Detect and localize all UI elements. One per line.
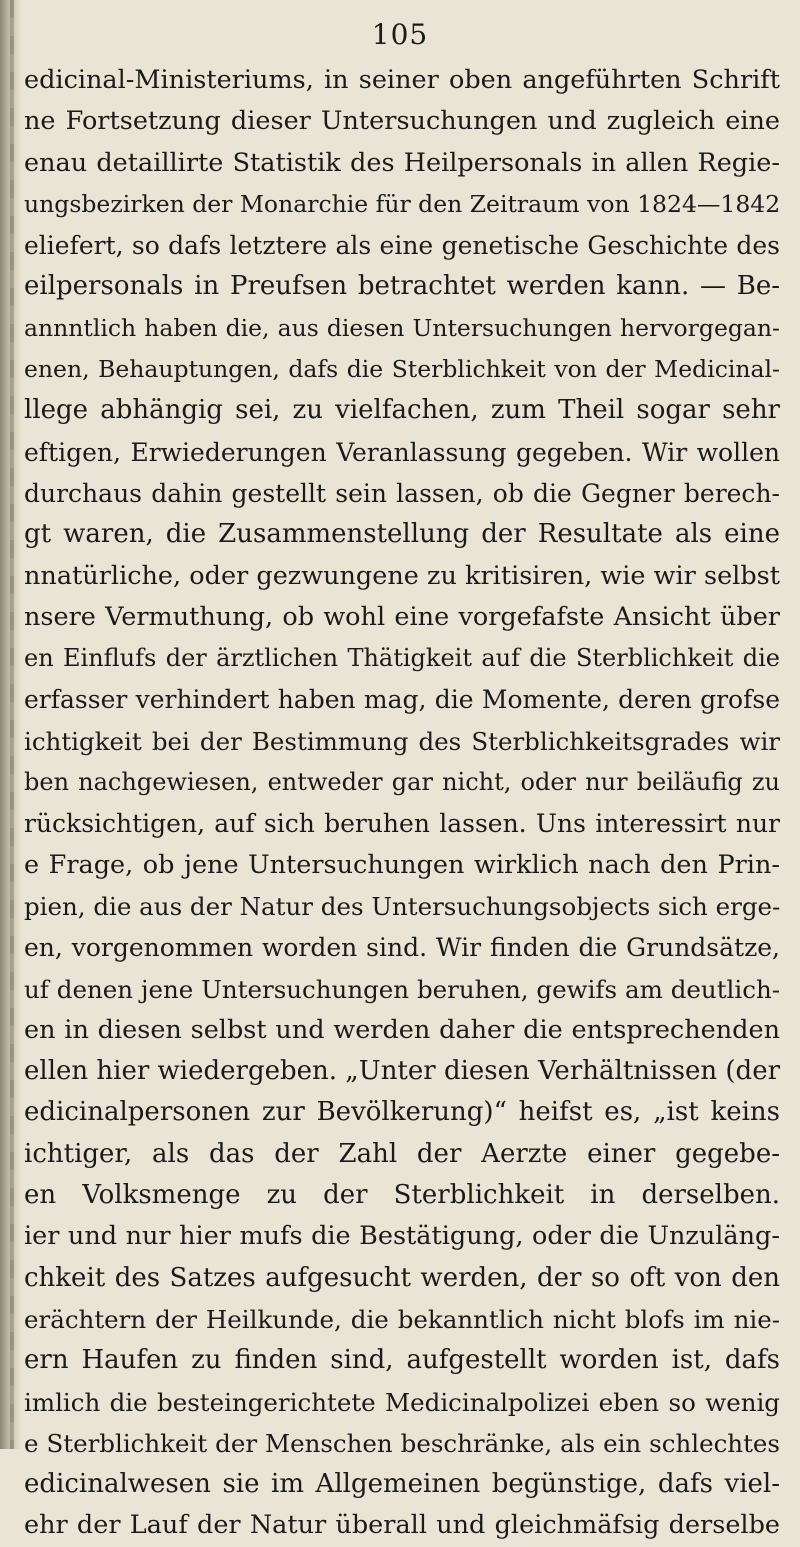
text-line: ern Haufen zu finden sind, aufgestellt worden ist, dafs [24, 1345, 780, 1376]
text-line: annntlich haben die, aus diesen Untersuchungen hervorgegan- [24, 313, 780, 342]
text-line: eliefert, so dafs letztere als eine genetische Geschichte des [24, 231, 780, 261]
text-line: durchaus dahin gestellt sein lassen, ob die Gegner berech- [24, 478, 780, 508]
text-line: edicinalpersonen zur Bevölkerung)“ heifst es, „ist keins [24, 1097, 780, 1128]
text-line: ungsbezirken der Monarchie für den Zeitraum von 1824—1842 [24, 189, 781, 218]
text-line: nnatürliche, oder gezwungene zu kritisiren, wie wir selbst [24, 560, 780, 591]
text-line: ichtiger, als das der Zahl der Aerzte einer gegebe- [24, 1138, 780, 1169]
text-line: e Sterblichkeit der Menschen beschränke, als ein schlechtes [24, 1428, 780, 1458]
text-line: erächtern der Heilkunde, die bekanntlich nicht blofs im nie- [24, 1304, 780, 1334]
text-line: ellen hier wiedergeben. „Unter diesen Verhältnissen (der [24, 1056, 781, 1087]
text-line: ier und nur hier mufs die Bestätigung, oder die Unzuläng- [24, 1221, 780, 1252]
text-line: eilpersonals in Preufsen betrachtet werden kann. — Be- [24, 271, 780, 302]
text-line: ne Fortsetzung dieser Untersuchungen und zugleich eine [24, 106, 780, 137]
text-line: eftigen, Erwiederungen Veranlassung gegeben. Wir wollen [24, 437, 780, 467]
text-line: edicinalwesen sie im Allgemeinen begünstige, dafs viel- [24, 1469, 780, 1500]
text-line: uf denen jene Untersuchungen beruhen, gewifs am deutlich- [24, 974, 780, 1004]
body-text [24, 60, 780, 1547]
text-line: en Volksmenge zu der Sterblichkeit in derselben. [24, 1180, 780, 1211]
text-line: enau detaillirte Statistik des Heilpersonals in allen Regie- [24, 147, 780, 178]
page-number: 105 [371, 18, 429, 51]
text-line: en Einflufs der ärztlichen Thätigkeit auf die Sterblichkeit die [24, 644, 780, 673]
text-line: enen, Behauptungen, dafs die Sterblichkeit von der Medicinal- [24, 355, 780, 384]
text-line: en, vorgenommen worden sind. Wir finden die Grundsätze, [24, 933, 780, 963]
text-line: chkeit des Satzes aufgesucht werden, der so oft von den [24, 1262, 780, 1293]
text-line: rücksichtigen, auf sich beruhen lassen. Uns interessirt nur [24, 809, 780, 839]
text-line: gt waren, die Zusammenstellung der Resultate als eine [24, 519, 780, 550]
text-line: imlich die besteingerichtete Medicinalpolizei eben so wenig [24, 1387, 780, 1417]
binding-edge [10, 0, 14, 1449]
text-line: ben nachgewiesen, entweder gar nicht, oder nur beiläufig zu [24, 768, 780, 797]
text-line: ichtigkeit bei der Bestimmung des Sterblichkeitsgrades wir [24, 726, 780, 756]
text-line: llege abhängig sei, zu vielfachen, zum Theil sogar sehr [24, 395, 780, 426]
text-line: ehr der Lauf der Natur überall und gleichmäfsig derselbe [24, 1510, 780, 1541]
text-line: pien, die aus der Natur des Untersuchungsobjects sich erge- [24, 891, 781, 921]
text-line: erfasser verhindert haben mag, die Momente, deren grofse [24, 685, 780, 715]
text-line: nsere Vermuthung, ob wohl eine vorgefafste Ansicht über [24, 601, 780, 632]
text-line: edicinal-Ministeriums, in seiner oben angeführten Schrift [24, 65, 780, 95]
text-line: en in diesen selbst und werden daher die entsprechenden [24, 1014, 780, 1045]
text-line: e Frage, ob jene Untersuchungen wirklich nach den Prin- [24, 849, 780, 880]
